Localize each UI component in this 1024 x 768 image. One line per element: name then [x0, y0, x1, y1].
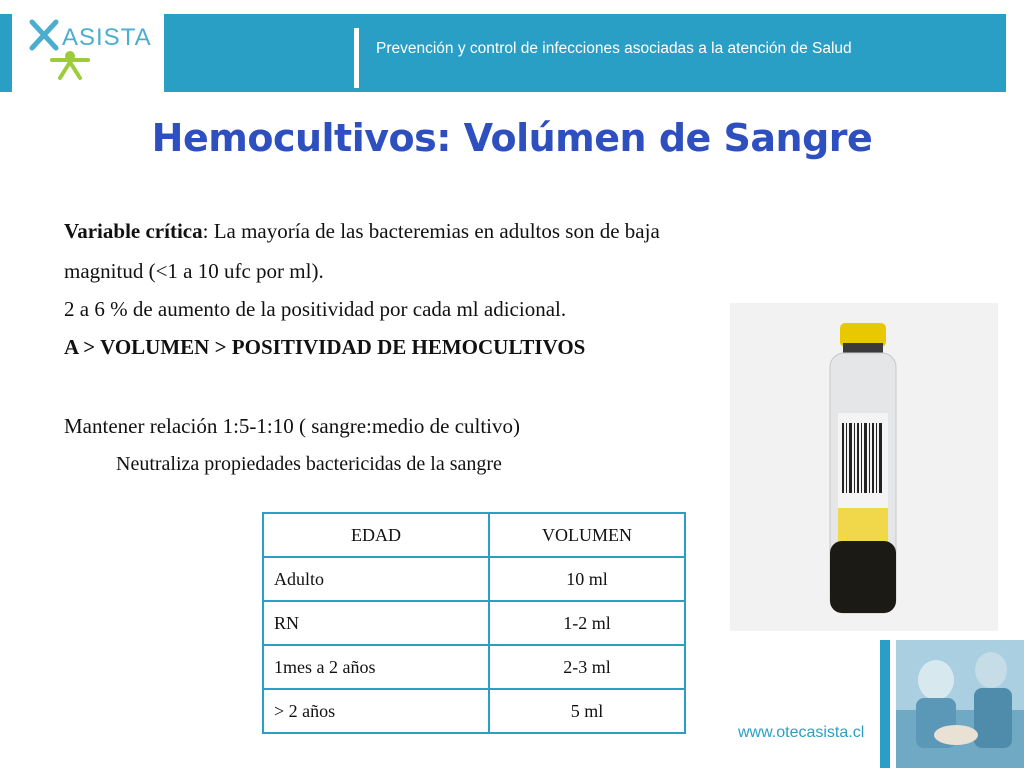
corner-stripe	[880, 640, 890, 768]
table-row	[263, 557, 685, 601]
header-subtitle: Prevención y control de infecciones asociadas a la atención de Salud	[376, 40, 852, 57]
table-cell-volumen: 1-2 ml	[489, 601, 685, 645]
table-cell-edad: > 2 años	[263, 689, 489, 733]
table-cell-edad: Adulto	[263, 557, 489, 601]
body-line-neutraliza: Neutraliza propiedades bactericidas de la sangre	[116, 453, 502, 475]
volume-table	[262, 512, 686, 734]
body-line-magnitud: magnitud (<1 a 10 ufc por ml).	[64, 259, 324, 283]
body-line-relacion: Mantener relación 1:5-1:10 ( sangre:medio de cultivo)	[64, 414, 521, 438]
table-header-volumen: VOLUMEN	[489, 513, 685, 557]
body-line-variable-critica	[64, 219, 660, 244]
header-divider	[354, 28, 359, 88]
variable-critica-text: : La mayoría de las bacteremias en adultos son de baja	[202, 219, 660, 243]
table-row	[263, 689, 685, 733]
table-header-edad: EDAD	[263, 513, 489, 557]
header-left-stripe	[0, 14, 12, 92]
table-cell-edad: 1mes a 2 años	[263, 645, 489, 689]
table-header-row	[263, 513, 685, 557]
table-cell-volumen: 10 ml	[489, 557, 685, 601]
variable-critica-label: Variable crítica	[64, 219, 203, 243]
slide-title: Hemocultivos: Volúmen de Sangre	[151, 116, 873, 160]
table-row	[263, 601, 685, 645]
blood-culture-vial-image	[730, 303, 998, 631]
logo-text: ASISTA	[62, 24, 152, 51]
surgery-photo-image	[896, 640, 1024, 768]
body-line-volumen-positividad: A > VOLUMEN > POSITIVIDAD DE HEMOCULTIVOS	[64, 335, 586, 359]
table-cell-volumen: 2-3 ml	[489, 645, 685, 689]
table-cell-edad: RN	[263, 601, 489, 645]
table-row	[263, 645, 685, 689]
table-cell-volumen: 5 ml	[489, 689, 685, 733]
website-link[interactable]: www.otecasista.cl	[738, 724, 865, 741]
body-line-aumento: 2 a 6 % de aumento de la positividad por cada ml adicional.	[64, 297, 567, 321]
